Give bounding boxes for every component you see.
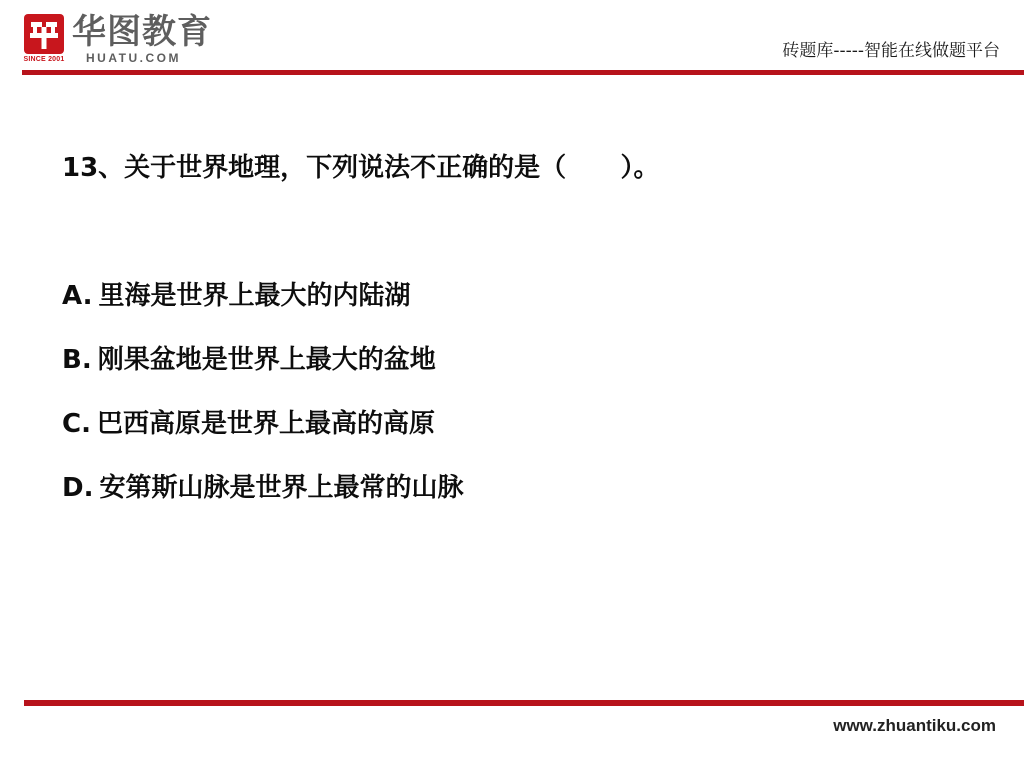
options-list (62, 276, 962, 532)
header-tagline: 砖题库-----智能在线做题平台 (782, 41, 1000, 61)
huatu-logo (22, 14, 212, 70)
logo-name-en: HUATU.COM (86, 51, 181, 65)
option-c[interactable] (62, 404, 962, 444)
footer-divider (24, 700, 1024, 706)
question-text: 13、关于世界地理，下列说法不正确的是（ ）。 (62, 153, 660, 183)
logo-since-text: SINCE 2001 (23, 56, 65, 63)
option-d[interactable] (62, 468, 962, 508)
option-a-text: 里海是世界上最大的内陆湖 (98, 281, 411, 311)
option-b-letter: B. (62, 345, 92, 375)
logo-name-cn: 华图教育 (72, 12, 212, 52)
option-b-text: 刚果盆地是世界上最大的盆地 (97, 345, 436, 375)
option-a-letter: A. (62, 281, 93, 311)
option-c-letter: C. (62, 409, 91, 439)
option-c-text: 巴西高原是世界上最高的高原 (96, 409, 435, 439)
option-d-letter: D. (62, 473, 94, 503)
header (0, 0, 1024, 78)
huatu-logo-icon (24, 14, 64, 54)
logo-wordmark (72, 14, 212, 65)
option-a[interactable] (62, 276, 962, 316)
huatu-logo-mark (22, 14, 66, 63)
footer-url-link[interactable]: www.zhuantiku.com (833, 716, 996, 735)
option-b[interactable] (62, 340, 962, 380)
header-divider (22, 70, 1024, 75)
option-d-text: 安第斯山脉是世界上最常的山脉 (99, 473, 464, 503)
